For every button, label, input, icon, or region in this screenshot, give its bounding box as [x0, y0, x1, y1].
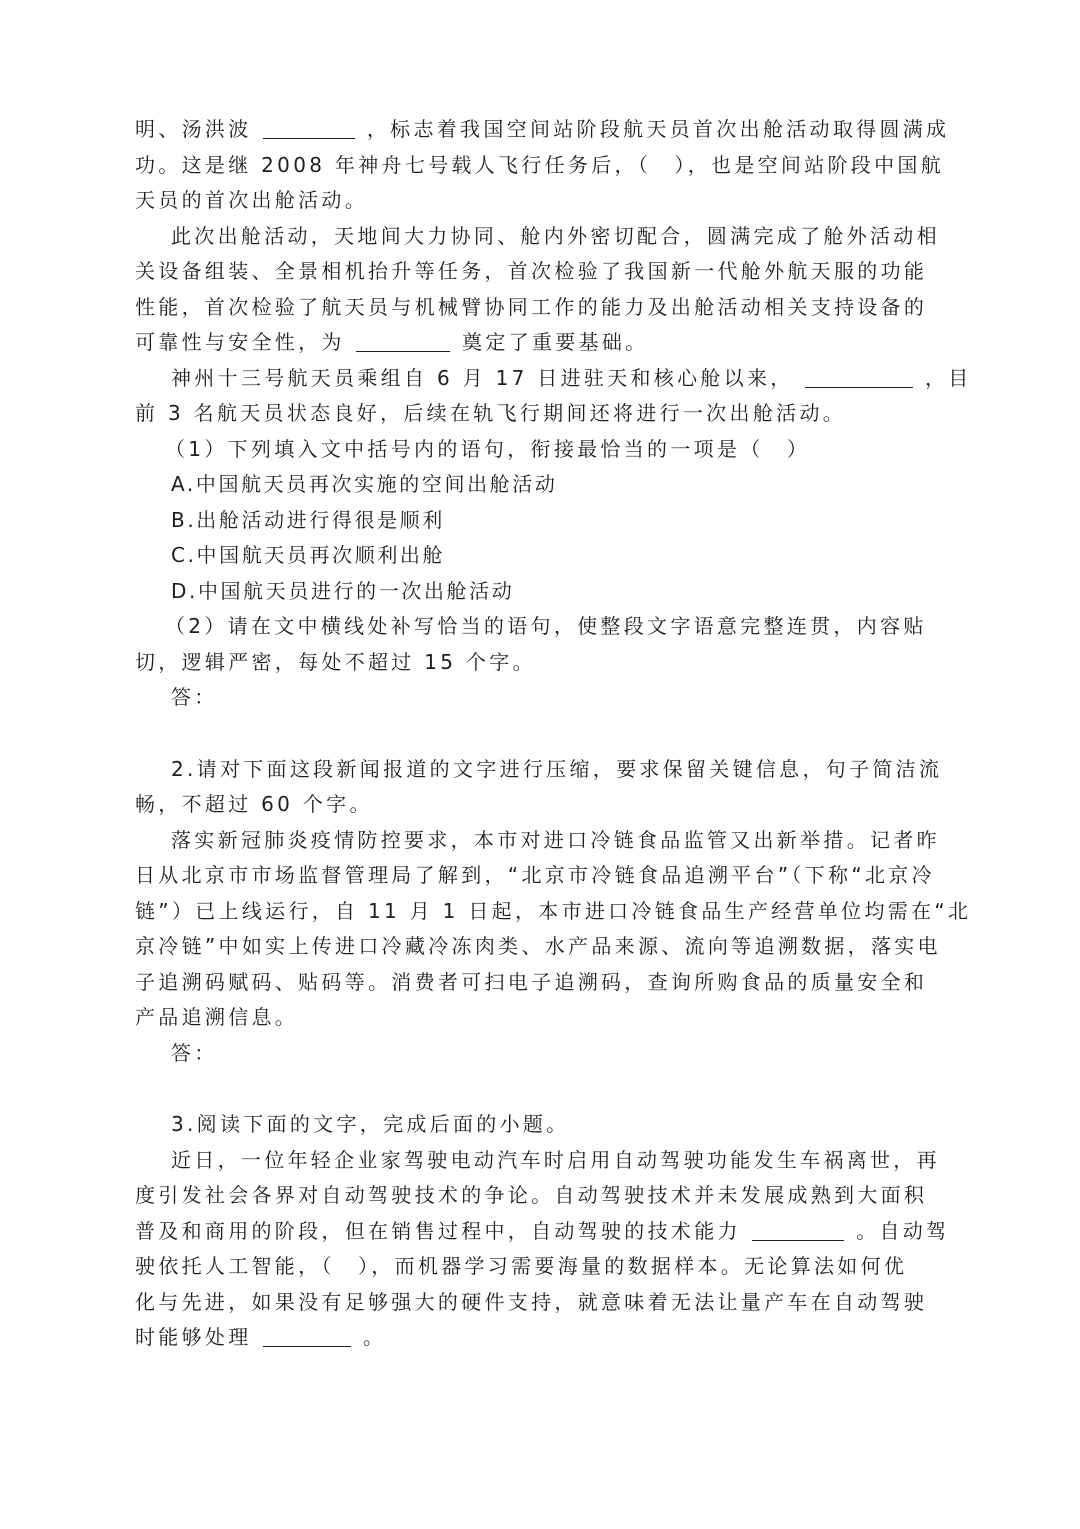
news-line: 京冷链”中如实上传进口冷藏冷冻肉类、水产品来源、流向等追溯数据，落实电	[135, 934, 941, 958]
spacer	[135, 1071, 945, 1107]
option-a[interactable]: A.中国航天员再次实施的空间出舱活动	[171, 472, 558, 496]
passage3-line	[135, 1320, 945, 1356]
passage1-text: 明、汤洪波	[135, 117, 252, 141]
passage1-line	[135, 325, 945, 361]
answer-label: 答：	[171, 1040, 218, 1065]
fill-blank-4[interactable]	[752, 1218, 844, 1241]
passage1-text: ，目	[924, 365, 972, 390]
passage3-line: 近日，一位年轻企业家驾驶电动汽车时启用自动驾驶功能发生车祸离世，再	[171, 1147, 940, 1172]
passage3-text: 时能够处理	[135, 1325, 252, 1349]
passage1-line: 性能，首次检验了航天员与机械臂协同工作的能力及出舱活动相关支持设备的	[135, 294, 928, 319]
passage3-line	[135, 1214, 950, 1250]
passage3-text: 。	[362, 1325, 387, 1349]
question-1-part-1: （1）下列填入文中括号内的语句，衔接最恰当的一项是（ ）	[165, 436, 811, 461]
question-2-title: 2.请对下面这段新闻报道的文字进行压缩，要求保留关键信息，句子简洁流	[171, 756, 943, 781]
passage1-line: 前 3 名航天员状态良好，后续在轨飞行期间还将进行一次出舱活动。	[135, 401, 847, 425]
passage3-text: 普及和商用的阶段，但在销售过程中，自动驾驶的技术能力	[135, 1218, 741, 1243]
news-line: 链”）已上线运行，自 11 月 1 日起，本市进口冷链食品生产经营单位均需在“北	[135, 898, 972, 923]
passage1-line: 此次出舱活动，天地间大力协同、舱内外密切配合，圆满完成了舱外活动相	[171, 223, 940, 248]
answer-label: 答：	[171, 685, 218, 709]
passage1-text: 神州十三号航天员乘组自 6 月 17 日进驻天和核心舱以来，	[171, 365, 794, 390]
passage1-line: 天员的首次出舱活动。	[135, 188, 368, 212]
option-c[interactable]: C.中国航天员再次顺利出舱	[171, 543, 446, 567]
passage1-line: 关设备组装、全景相机抬升等任务，首次检验了我国新一代舱外航天服的功能	[135, 259, 928, 283]
news-line: 落实新冠肺炎疫情防控要求，本市对进口冷链食品监管又出新举措。记者昨	[171, 827, 940, 852]
passage3-line: 度引发社会各界对自动驾驶技术的争论。自动驾驶技术并未发展成熟到大面积	[135, 1183, 928, 1207]
news-line: 日从北京市市场监督管理局了解到，“北京市冷链食品追溯平台”（下称“北京冷	[135, 863, 935, 887]
option-b[interactable]: B.出舱活动进行得很是顺利	[171, 507, 445, 532]
passage3-line: 驶依托人工智能，（ ），而机器学习需要海量的数据样本。无论算法如何优	[135, 1254, 908, 1278]
passage1-text: ，标志着我国空间站阶段航天员首次出舱活动取得圆满成	[366, 117, 950, 141]
passage1-text: 可靠性与安全性，为	[135, 330, 345, 354]
question-1-part-2: 切，逻辑严密，每处不超过 15 个字。	[135, 649, 536, 674]
document-page	[135, 112, 972, 1356]
question-2-title: 畅，不超过 60 个字。	[135, 792, 373, 816]
fill-blank-2[interactable]	[356, 329, 450, 352]
option-d[interactable]: D.中国航天员进行的一次出舱活动	[171, 578, 515, 603]
passage1-text: 奠定了重要基础。	[462, 330, 649, 354]
fill-blank-3[interactable]	[805, 365, 913, 388]
passage1-line	[135, 361, 972, 397]
question-3-title: 3.阅读下面的文字，完成后面的小题。	[171, 1112, 570, 1136]
passage3-line: 化与先进，如果没有足够强大的硬件支持，就意味着无法让量产车在自动驾驶	[135, 1289, 928, 1314]
passage1-line	[135, 112, 950, 148]
question-1-part-2: （2）请在文中横线处补写恰当的语句，使整段文字语意完整连贯，内容贴	[165, 614, 927, 638]
passage3-text: 。自动驾	[856, 1218, 950, 1243]
passage1-line: 功。这是继 2008 年神舟七号载人飞行任务后，（ ），也是空间站阶段中国航	[135, 152, 945, 177]
fill-blank-1[interactable]	[263, 116, 355, 139]
news-line: 子追溯码赋码、贴码等。消费者可扫电子追溯码，查询所购食品的质量安全和	[135, 969, 928, 994]
fill-blank-5[interactable]	[263, 1324, 351, 1347]
news-line: 产品追溯信息。	[135, 1005, 299, 1029]
spacer	[135, 716, 945, 752]
